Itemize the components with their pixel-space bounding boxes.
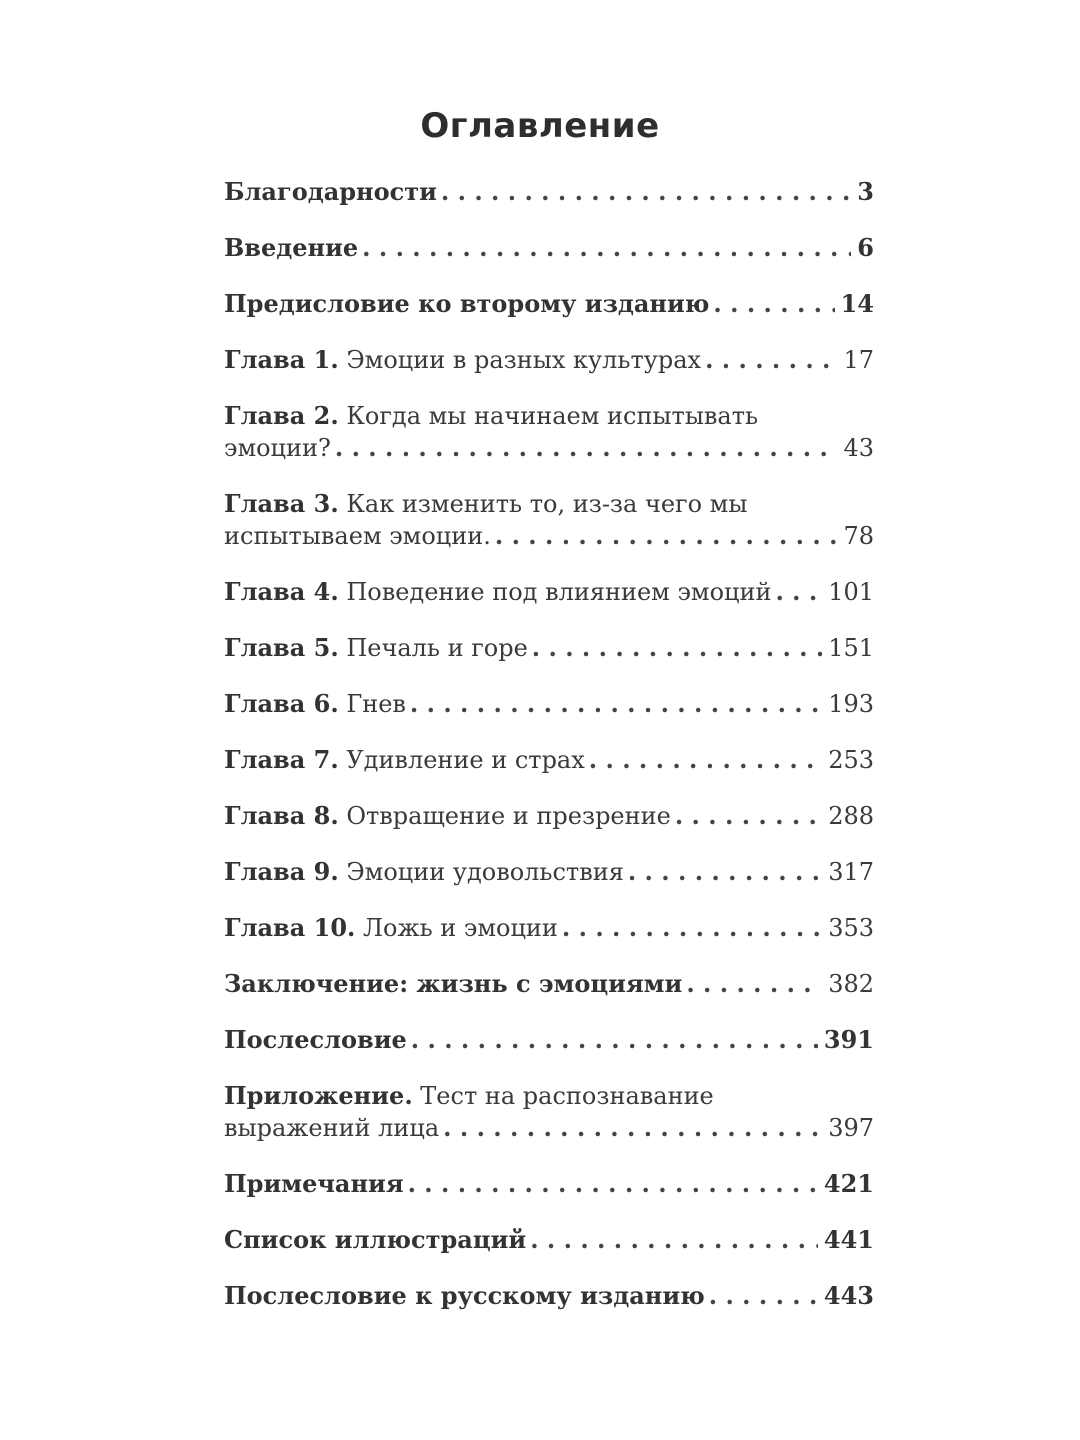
toc-entry[interactable] [224,1168,874,1200]
dot-leader [441,176,851,208]
dot-leader [675,800,822,832]
toc-entry[interactable] [224,1080,874,1144]
toc-entry-label-bold: Список иллюстраций [224,1225,527,1254]
toc-page-number: 421 [823,1169,874,1198]
toc-entry-label: Когда мы начинаем испытывать [338,402,759,430]
toc-entry-label: Эмоции удовольствия [338,858,624,886]
dot-leader [705,344,837,376]
toc-entry[interactable] [224,344,874,376]
toc-entry-label: Печаль и горе [338,634,528,662]
toc-entry[interactable] [224,488,874,552]
dot-leader [495,520,838,552]
toc-page-number: 253 [828,746,874,774]
toc-entry-label-continued: выражений лица [224,1114,440,1142]
toc-entry-label-bold: Заключение: жизнь с эмоциями [224,969,683,998]
toc-entry[interactable] [224,232,874,264]
toc-entry[interactable] [224,1280,874,1312]
toc-entry[interactable] [224,744,874,776]
dot-leader [362,232,851,264]
toc-entry-label-bold: Глава 7. [224,745,339,774]
toc-entry-label-bold: Глава 9. [224,857,339,886]
toc-entry-label-bold: Предисловие ко второму изданию [224,289,710,318]
toc-entry-label-bold: Глава 6. [224,689,339,718]
table-of-contents [224,176,874,1336]
toc-page-number: 151 [828,634,874,662]
toc-entry-label-continued: эмоции? [224,434,331,462]
dot-leader [686,968,822,1000]
dot-leader [408,1168,818,1200]
toc-entry-label-bold: Приложение. [224,1081,413,1110]
toc-page-number: 288 [828,802,874,830]
toc-entry[interactable] [224,632,874,664]
toc-entry[interactable] [224,288,874,320]
dot-leader [713,288,834,320]
toc-entry-label: Тест на распознавание [412,1082,714,1110]
toc-page-number: 43 [843,434,874,462]
toc-entry[interactable] [224,1024,874,1056]
toc-entry-label: Ложь и эмоции [355,914,558,942]
toc-entry-label: Отвращение и презрение [338,802,671,830]
toc-page-number: 6 [857,233,874,262]
dot-leader [562,912,822,944]
toc-page-number: 397 [828,1114,874,1142]
toc-page-number: 193 [828,690,874,718]
dot-leader [411,1024,818,1056]
toc-entry-label: Эмоции в разных культурах [338,346,702,374]
toc-entry-label: Гнев [338,690,406,718]
toc-entry-label-bold: Глава 5. [224,633,339,662]
toc-entry-label: Поведение под влиянием эмоций [338,578,772,606]
toc-entry-label-bold: Примечания [224,1169,404,1198]
toc-entry[interactable] [224,1224,874,1256]
toc-entry[interactable] [224,576,874,608]
toc-entry[interactable] [224,400,874,464]
toc-page-number: 3 [857,177,874,206]
dot-leader [589,744,822,776]
toc-entry-label-bold: Глава 3. [224,489,339,518]
toc-entry[interactable] [224,176,874,208]
dot-leader [530,1224,818,1256]
toc-entry[interactable] [224,800,874,832]
toc-page-number: 317 [828,858,874,886]
toc-page-number: 391 [823,1025,874,1054]
dot-leader [628,856,822,888]
toc-page-number: 382 [828,970,874,998]
dot-leader [532,632,822,664]
toc-entry[interactable] [224,912,874,944]
toc-entry-label: Удивление и страх [338,746,585,774]
toc-entry[interactable] [224,856,874,888]
toc-entry[interactable] [224,688,874,720]
toc-entry-label: Как изменить то, из-за чего мы [338,490,748,518]
toc-entry-label-bold: Глава 10. [224,913,356,942]
toc-page-number: 101 [828,578,874,606]
toc-page-number: 353 [828,914,874,942]
toc-entry-label-bold: Глава 8. [224,801,339,830]
toc-page-number: 78 [843,522,874,550]
toc-entry-label-bold: Глава 1. [224,345,339,374]
page-title: Оглавление [420,106,660,146]
toc-entry-label-continued: испытываем эмоции. [224,522,491,550]
toc-entry-label-bold: Глава 2. [224,401,339,430]
toc-page-number: 441 [823,1225,874,1254]
dot-leader [775,576,822,608]
toc-entry-label-bold: Введение [224,233,359,262]
dot-leader [410,688,822,720]
toc-entry[interactable] [224,968,874,1000]
dot-leader [335,432,838,464]
dot-leader [443,1112,822,1144]
toc-entry-label-bold: Благодарности [224,177,437,206]
toc-page-number: 17 [843,346,874,374]
toc-entry-label-bold: Послесловие [224,1025,407,1054]
toc-entry-label-bold: Послесловие к русскому изданию [224,1281,705,1310]
dot-leader [709,1280,818,1312]
toc-page-number: 443 [823,1281,874,1310]
toc-page-number: 14 [840,289,874,318]
toc-entry-label-bold: Глава 4. [224,577,339,606]
